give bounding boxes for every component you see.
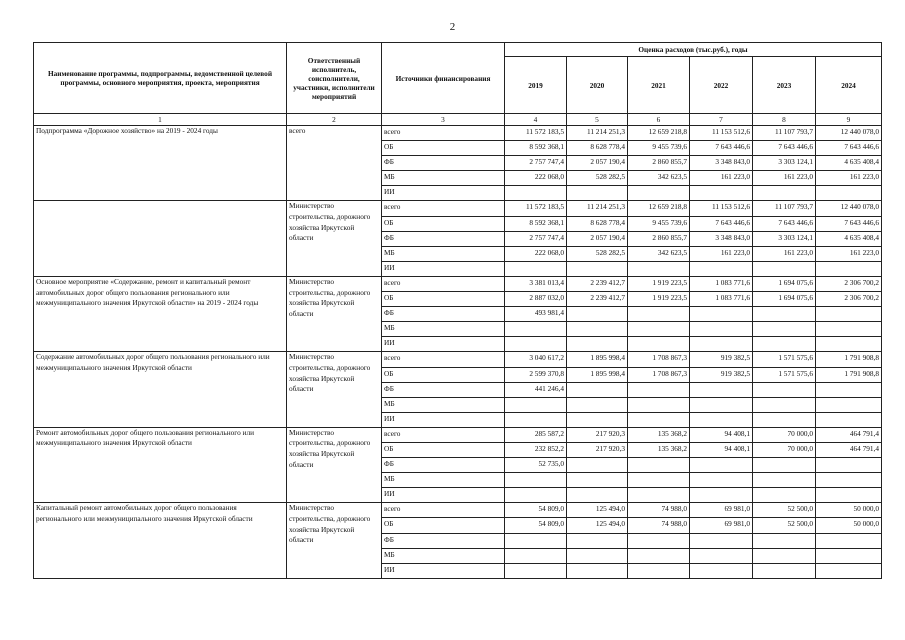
amount-cell <box>505 261 567 276</box>
amount-cell <box>690 563 753 578</box>
year-header: 2022 <box>690 57 753 114</box>
amount-cell <box>628 458 690 473</box>
responsible-cell: Министерство строительства, дорожного хозяйства Иркутской области <box>287 276 382 351</box>
program-name-cell: Основное мероприятие «Содержание, ремонт и капитальный ремонт автомобильных дорог общего пользования регионального или межмуниципального значения Иркутской области» на 2019 - 2024 годы <box>34 276 287 351</box>
funding-source-cell: МБ <box>382 322 505 337</box>
amount-cell <box>628 261 690 276</box>
amount-cell <box>753 397 816 412</box>
funding-source-cell: МБ <box>382 473 505 488</box>
funding-source-cell: ФБ <box>382 156 505 171</box>
funding-source-cell: МБ <box>382 246 505 261</box>
amount-cell <box>816 473 882 488</box>
amount-cell <box>567 563 628 578</box>
amount-cell: 1 571 575,6 <box>753 352 816 367</box>
amount-cell: 919 382,5 <box>690 367 753 382</box>
amount-cell: 1 083 771,6 <box>690 276 753 291</box>
amount-cell: 8 628 778,4 <box>567 141 628 156</box>
amount-cell: 125 494,0 <box>567 503 628 518</box>
amount-cell: 8 592 368,1 <box>505 141 567 156</box>
amount-cell: 135 368,2 <box>628 442 690 457</box>
amount-cell: 9 455 739,6 <box>628 141 690 156</box>
amount-cell <box>816 382 882 397</box>
amount-cell <box>628 563 690 578</box>
funding-source-cell: ОБ <box>382 216 505 231</box>
funding-source-cell: ОБ <box>382 292 505 307</box>
program-name-cell <box>34 201 287 276</box>
funding-source-cell: всего <box>382 503 505 518</box>
amount-cell: 161 223,0 <box>690 171 753 186</box>
amount-cell: 2 599 370,8 <box>505 367 567 382</box>
column-number: 5 <box>567 114 628 126</box>
amount-cell <box>567 533 628 548</box>
funding-source-cell: ОБ <box>382 141 505 156</box>
amount-cell: 94 408,1 <box>690 427 753 442</box>
amount-cell: 54 809,0 <box>505 518 567 533</box>
column-number: 4 <box>505 114 567 126</box>
amount-cell <box>753 533 816 548</box>
amount-cell: 11 572 183,5 <box>505 201 567 216</box>
funding-source-cell: ИИ <box>382 337 505 352</box>
amount-cell: 9 455 739,6 <box>628 216 690 231</box>
column-number: 6 <box>628 114 690 126</box>
amount-cell: 12 659 218,8 <box>628 201 690 216</box>
amount-cell: 2 057 190,4 <box>567 156 628 171</box>
amount-cell <box>505 563 567 578</box>
funding-source-cell: ИИ <box>382 563 505 578</box>
amount-cell <box>690 307 753 322</box>
responsible-cell: Министерство строительства, дорожного хозяйства Иркутской области <box>287 201 382 276</box>
amount-cell: 11 214 251,3 <box>567 126 628 141</box>
funding-source-cell: ОБ <box>382 518 505 533</box>
amount-cell: 7 643 446,6 <box>816 141 882 156</box>
amount-cell <box>753 548 816 563</box>
amount-cell: 222 068,0 <box>505 246 567 261</box>
funding-source-cell: ОБ <box>382 367 505 382</box>
amount-cell <box>816 261 882 276</box>
amount-cell <box>628 488 690 503</box>
amount-cell <box>567 322 628 337</box>
amount-cell <box>816 563 882 578</box>
amount-cell <box>567 397 628 412</box>
amount-cell: 464 791,4 <box>816 427 882 442</box>
amount-cell <box>753 473 816 488</box>
amount-cell: 342 623,5 <box>628 246 690 261</box>
amount-cell <box>567 261 628 276</box>
amount-cell: 3 348 843,0 <box>690 231 753 246</box>
funding-source-cell: ФБ <box>382 458 505 473</box>
amount-cell: 528 282,5 <box>567 246 628 261</box>
amount-cell <box>628 186 690 201</box>
amount-cell: 3 040 617,2 <box>505 352 567 367</box>
amount-cell: 74 988,0 <box>628 503 690 518</box>
table-header <box>34 43 882 126</box>
funding-source-cell: ФБ <box>382 533 505 548</box>
amount-cell: 161 223,0 <box>690 246 753 261</box>
amount-cell: 1 895 998,4 <box>567 367 628 382</box>
budget-table <box>33 42 882 579</box>
amount-cell: 11 572 183,5 <box>505 126 567 141</box>
table-row <box>34 503 882 518</box>
header-name: Наименование программы, подпрограммы, ведомственной целевой программы, основного мероприятия, проекта, мероприятия <box>34 43 287 114</box>
amount-cell <box>816 412 882 427</box>
amount-cell: 12 440 078,0 <box>816 126 882 141</box>
amount-cell <box>628 412 690 427</box>
amount-cell <box>567 307 628 322</box>
year-header: 2021 <box>628 57 690 114</box>
amount-cell: 2 860 855,7 <box>628 156 690 171</box>
amount-cell: 12 440 078,0 <box>816 201 882 216</box>
amount-cell <box>816 458 882 473</box>
amount-cell <box>628 397 690 412</box>
amount-cell: 161 223,0 <box>753 246 816 261</box>
amount-cell <box>753 186 816 201</box>
table-body <box>34 126 882 579</box>
amount-cell <box>753 488 816 503</box>
amount-cell <box>505 412 567 427</box>
amount-cell <box>816 397 882 412</box>
responsible-cell: Министерство строительства, дорожного хозяйства Иркутской области <box>287 352 382 427</box>
amount-cell <box>753 563 816 578</box>
amount-cell <box>816 533 882 548</box>
amount-cell: 125 494,0 <box>567 518 628 533</box>
amount-cell: 161 223,0 <box>816 246 882 261</box>
amount-cell: 441 246,4 <box>505 382 567 397</box>
amount-cell: 222 068,0 <box>505 171 567 186</box>
column-number: 9 <box>816 114 882 126</box>
amount-cell <box>628 307 690 322</box>
amount-cell <box>567 488 628 503</box>
amount-cell: 493 981,4 <box>505 307 567 322</box>
amount-cell <box>753 458 816 473</box>
table-row <box>34 126 882 141</box>
amount-cell <box>690 397 753 412</box>
amount-cell <box>690 186 753 201</box>
year-header: 2024 <box>816 57 882 114</box>
amount-cell: 2 057 190,4 <box>567 231 628 246</box>
column-number-row <box>34 114 882 126</box>
amount-cell: 1 708 867,3 <box>628 352 690 367</box>
amount-cell: 74 988,0 <box>628 518 690 533</box>
amount-cell: 11 107 793,7 <box>753 201 816 216</box>
amount-cell <box>505 533 567 548</box>
amount-cell: 217 920,3 <box>567 442 628 457</box>
amount-cell <box>567 458 628 473</box>
amount-cell: 2 239 412,7 <box>567 276 628 291</box>
amount-cell: 342 623,5 <box>628 171 690 186</box>
funding-source-cell: ИИ <box>382 261 505 276</box>
amount-cell: 70 000,0 <box>753 427 816 442</box>
amount-cell: 3 348 843,0 <box>690 156 753 171</box>
amount-cell <box>690 337 753 352</box>
amount-cell: 2 306 700,2 <box>816 276 882 291</box>
amount-cell <box>567 337 628 352</box>
responsible-cell: Министерство строительства, дорожного хозяйства Иркутской области <box>287 503 382 578</box>
amount-cell <box>628 337 690 352</box>
funding-source-cell: ФБ <box>382 307 505 322</box>
amount-cell <box>628 382 690 397</box>
amount-cell <box>567 382 628 397</box>
amount-cell <box>816 488 882 503</box>
amount-cell <box>690 261 753 276</box>
amount-cell <box>753 322 816 337</box>
amount-cell <box>753 307 816 322</box>
amount-cell: 1 694 075,6 <box>753 276 816 291</box>
amount-cell <box>505 473 567 488</box>
amount-cell <box>628 548 690 563</box>
column-number: 3 <box>382 114 505 126</box>
amount-cell: 1 791 908,8 <box>816 367 882 382</box>
amount-cell: 52 500,0 <box>753 518 816 533</box>
amount-cell <box>567 548 628 563</box>
amount-cell: 919 382,5 <box>690 352 753 367</box>
column-number: 2 <box>287 114 382 126</box>
amount-cell <box>567 412 628 427</box>
amount-cell <box>690 458 753 473</box>
amount-cell <box>505 488 567 503</box>
amount-cell: 7 643 446,6 <box>690 141 753 156</box>
amount-cell: 7 643 446,6 <box>753 141 816 156</box>
amount-cell: 94 408,1 <box>690 442 753 457</box>
amount-cell: 161 223,0 <box>753 171 816 186</box>
funding-source-cell: ФБ <box>382 382 505 397</box>
amount-cell: 2 757 747,4 <box>505 231 567 246</box>
amount-cell: 8 592 368,1 <box>505 216 567 231</box>
program-name-cell: Подпрограмма «Дорожное хозяйство» на 2019 - 2024 годы <box>34 126 287 201</box>
amount-cell <box>690 322 753 337</box>
table-row <box>34 427 882 442</box>
amount-cell: 52 735,0 <box>505 458 567 473</box>
funding-source-cell: ИИ <box>382 186 505 201</box>
amount-cell: 2 757 747,4 <box>505 156 567 171</box>
program-name-cell: Капитальный ремонт автомобильных дорог общего пользования регионального или межмуниципального значения Иркутской области <box>34 503 287 578</box>
amount-cell: 161 223,0 <box>816 171 882 186</box>
amount-cell: 217 920,3 <box>567 427 628 442</box>
amount-cell: 2 306 700,2 <box>816 292 882 307</box>
funding-source-cell: МБ <box>382 397 505 412</box>
amount-cell <box>753 382 816 397</box>
amount-cell: 1 708 867,3 <box>628 367 690 382</box>
amount-cell: 4 635 408,4 <box>816 231 882 246</box>
amount-cell: 1 083 771,6 <box>690 292 753 307</box>
amount-cell: 1 919 223,5 <box>628 276 690 291</box>
amount-cell <box>816 548 882 563</box>
amount-cell: 8 628 778,4 <box>567 216 628 231</box>
amount-cell <box>816 186 882 201</box>
year-header: 2020 <box>567 57 628 114</box>
funding-source-cell: всего <box>382 427 505 442</box>
amount-cell <box>753 337 816 352</box>
amount-cell <box>816 307 882 322</box>
funding-source-cell: МБ <box>382 171 505 186</box>
amount-cell: 52 500,0 <box>753 503 816 518</box>
amount-cell: 1 694 075,6 <box>753 292 816 307</box>
amount-cell <box>690 533 753 548</box>
amount-cell: 7 643 446,6 <box>690 216 753 231</box>
amount-cell: 50 000,0 <box>816 518 882 533</box>
table-row <box>34 276 882 291</box>
amount-cell: 285 587,2 <box>505 427 567 442</box>
amount-cell <box>690 382 753 397</box>
amount-cell <box>505 186 567 201</box>
amount-cell <box>505 337 567 352</box>
amount-cell <box>567 473 628 488</box>
header-sources: Источники финансирования <box>382 43 505 114</box>
column-number: 7 <box>690 114 753 126</box>
amount-cell: 2 239 412,7 <box>567 292 628 307</box>
funding-source-cell: ФБ <box>382 231 505 246</box>
amount-cell: 1 791 908,8 <box>816 352 882 367</box>
funding-source-cell: всего <box>382 126 505 141</box>
amount-cell <box>690 473 753 488</box>
program-name-cell: Содержание автомобильных дорог общего пользования регионального или межмуниципального значения Иркутской области <box>34 352 287 427</box>
funding-source-cell: всего <box>382 276 505 291</box>
amount-cell <box>690 488 753 503</box>
amount-cell: 232 852,2 <box>505 442 567 457</box>
amount-cell: 11 107 793,7 <box>753 126 816 141</box>
funding-source-cell: ИИ <box>382 488 505 503</box>
header-estimate: Оценка расходов (тыс.руб.), годы <box>505 43 882 57</box>
amount-cell <box>505 397 567 412</box>
amount-cell: 2 860 855,7 <box>628 231 690 246</box>
funding-source-cell: ОБ <box>382 442 505 457</box>
amount-cell: 3 303 124,1 <box>753 231 816 246</box>
amount-cell <box>816 337 882 352</box>
amount-cell: 11 214 251,3 <box>567 201 628 216</box>
amount-cell: 528 282,5 <box>567 171 628 186</box>
amount-cell: 3 381 013,4 <box>505 276 567 291</box>
table-row <box>34 201 882 216</box>
responsible-cell: Министерство строительства, дорожного хозяйства Иркутской области <box>287 427 382 502</box>
amount-cell: 54 809,0 <box>505 503 567 518</box>
funding-source-cell: ИИ <box>382 412 505 427</box>
responsible-cell: всего <box>287 126 382 201</box>
amount-cell: 12 659 218,8 <box>628 126 690 141</box>
amount-cell <box>690 412 753 427</box>
table-row <box>34 352 882 367</box>
amount-cell <box>628 322 690 337</box>
funding-source-cell: МБ <box>382 548 505 563</box>
amount-cell: 3 303 124,1 <box>753 156 816 171</box>
amount-cell: 1 919 223,5 <box>628 292 690 307</box>
funding-source-cell: всего <box>382 352 505 367</box>
amount-cell <box>753 412 816 427</box>
column-number: 1 <box>34 114 287 126</box>
year-header: 2019 <box>505 57 567 114</box>
amount-cell <box>690 548 753 563</box>
amount-cell: 7 643 446,6 <box>816 216 882 231</box>
amount-cell: 464 791,4 <box>816 442 882 457</box>
amount-cell: 11 153 512,6 <box>690 201 753 216</box>
amount-cell: 11 153 512,6 <box>690 126 753 141</box>
amount-cell: 1 571 575,6 <box>753 367 816 382</box>
header-responsible: Ответственный исполнитель, соисполнители, участники, исполнители мероприятий <box>287 43 382 114</box>
column-number: 8 <box>753 114 816 126</box>
amount-cell: 1 895 998,4 <box>567 352 628 367</box>
amount-cell <box>505 548 567 563</box>
amount-cell: 70 000,0 <box>753 442 816 457</box>
page-number: 2 <box>449 21 456 33</box>
amount-cell: 69 981,0 <box>690 518 753 533</box>
amount-cell: 7 643 446,6 <box>753 216 816 231</box>
amount-cell: 50 000,0 <box>816 503 882 518</box>
amount-cell <box>628 473 690 488</box>
amount-cell: 135 368,2 <box>628 427 690 442</box>
amount-cell <box>505 322 567 337</box>
amount-cell <box>628 533 690 548</box>
amount-cell <box>753 261 816 276</box>
amount-cell: 69 981,0 <box>690 503 753 518</box>
amount-cell <box>567 186 628 201</box>
year-header: 2023 <box>753 57 816 114</box>
program-name-cell: Ремонт автомобильных дорог общего пользования регионального или межмуниципального значения Иркутской области <box>34 427 287 502</box>
funding-source-cell: всего <box>382 201 505 216</box>
amount-cell: 4 635 408,4 <box>816 156 882 171</box>
amount-cell <box>816 322 882 337</box>
amount-cell: 2 887 032,0 <box>505 292 567 307</box>
